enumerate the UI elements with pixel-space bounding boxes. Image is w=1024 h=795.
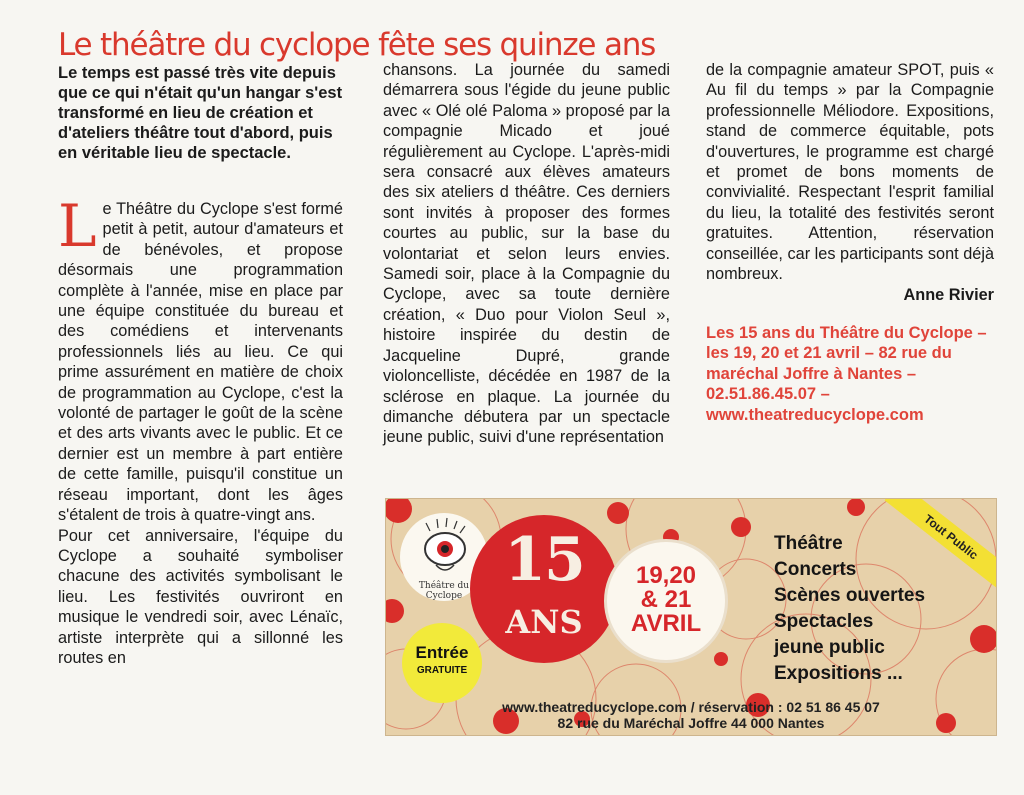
column-3 (706, 60, 994, 425)
article-title: Le théâtre du cyclope fête ses quinze ans (58, 26, 656, 63)
tout-public-ribbon: Tout Public (885, 498, 997, 593)
drop-cap: L (58, 192, 97, 260)
ad-address: 82 rue du Maréchal Joffre 44 000 Nantes (557, 715, 825, 731)
anniversary-label: ANS (505, 603, 583, 641)
column-2 (383, 60, 670, 448)
anniversary-badge (470, 515, 618, 663)
article-intro: Le temps est passé très vite depuis que ce qui n'était qu'un hangar s'est transformé en lieu de création et d'ateliers théâtre tout d'abord, puis en véritable lieu de spectacle. (58, 64, 343, 162)
dates-badge (604, 539, 728, 663)
anniversary-number: 15 (504, 525, 584, 595)
article-paragraph-3: chansons. La journée du samedi démarrera sous l'égide du jeune public avec « Olé olé Paloma » proposé par la compagnie Micado et joué régulièrement au Cyclope. L'après-midi sera consacré aux élèves amateurs des six ateliers d théâtre. Ces derniers sont invités à proposer des formes courtes au public, sur la base du volontariat et selon leurs envies. Samedi soir, place à la Compagnie du Cyclope, avec sa toute dernière création, « Duo pour Violon Seul », histoire inspirée du destin de Jacqueline Dupré, grande violoncelliste, décédée en 1987 de la sclérose en plaque. La journée du dimanche débutera par un spectacle jeune public, suivi d'une représentation (383, 61, 670, 447)
ad-footer (386, 699, 996, 731)
event-item: Expositions ... (774, 663, 903, 684)
gratuite-label: GRATUITE (416, 665, 468, 676)
event-item: Scènes ouvertes (774, 585, 926, 606)
article-paragraph-4: de la compagnie amateur SPOT, puis « Au fil du temps » par la Compagnie professionnelle Méliodore. Expositions, stand de commerce équitable, pots d'ouvertures, le programme est chargé et promet de bons moments de convivialité. Respectant l'esprit familial du lieu, la totalité des festivités seront gratuites. Attention, réservation conseillée, car les participants sont déjà nombreux. (706, 61, 994, 284)
article-paragraph-2: Pour cet anniversaire, l'équipe du Cyclope a souhaité symboliser chacune des activités symbolisant le lieu. Les festivités ouvriront en musique le vendredi soir, avec Lénaïc, artiste interprète qui a sillonné les routes en (58, 526, 343, 667)
event-item: Concerts (774, 559, 857, 580)
event-advertisement (385, 498, 997, 736)
dates-text (607, 564, 725, 636)
author-signature: Anne Rivier (903, 286, 994, 305)
paragraph-1-text: e Théâtre du Cyclope s'est formé petit à petit, autour d'amateurs et de bénévoles, et propose désormais une programmation complète à l'année, mise en place par une équipe constituée du bureau et des comédiens et intervenants professionnels liés au lieu. Ce qui prime assurément en matière de choix de programmation au Cyclope, c'est la volonté de partager le goût de la scène et des arts vivants avec le public. Et ce dernier est un membre à part entière de cette famille, puisqu'il constitue un réseau important, dont les âges s'étalent de trois à quatre-vingt ans. (58, 200, 343, 525)
dates-line-2: & 21 (640, 586, 692, 613)
entree-label: Entrée (415, 643, 469, 662)
event-info: Les 15 ans du Théâtre du Cyclope – les 19, 20 et 21 avril – 82 rue du maréchal Joffre à Nantes – 02.51.86.45.07 – www.theatreducyclope.com (706, 323, 987, 424)
logo-caption: Théâtre du Cyclope (418, 581, 470, 601)
dates-line-1: 19,20 (635, 562, 697, 589)
ad-website-phone: www.theatreducyclope.com / réservation : 02 51 86 45 07 (502, 699, 880, 715)
event-item: Théâtre (774, 533, 843, 554)
article-paragraph-1 (58, 192, 343, 526)
event-item: jeune public (774, 637, 885, 658)
column-1 (58, 63, 343, 668)
event-item: Spectacles (774, 611, 874, 632)
dates-line-3: AVRIL (630, 610, 702, 637)
events-list (774, 531, 925, 687)
free-entry-badge (402, 623, 482, 703)
